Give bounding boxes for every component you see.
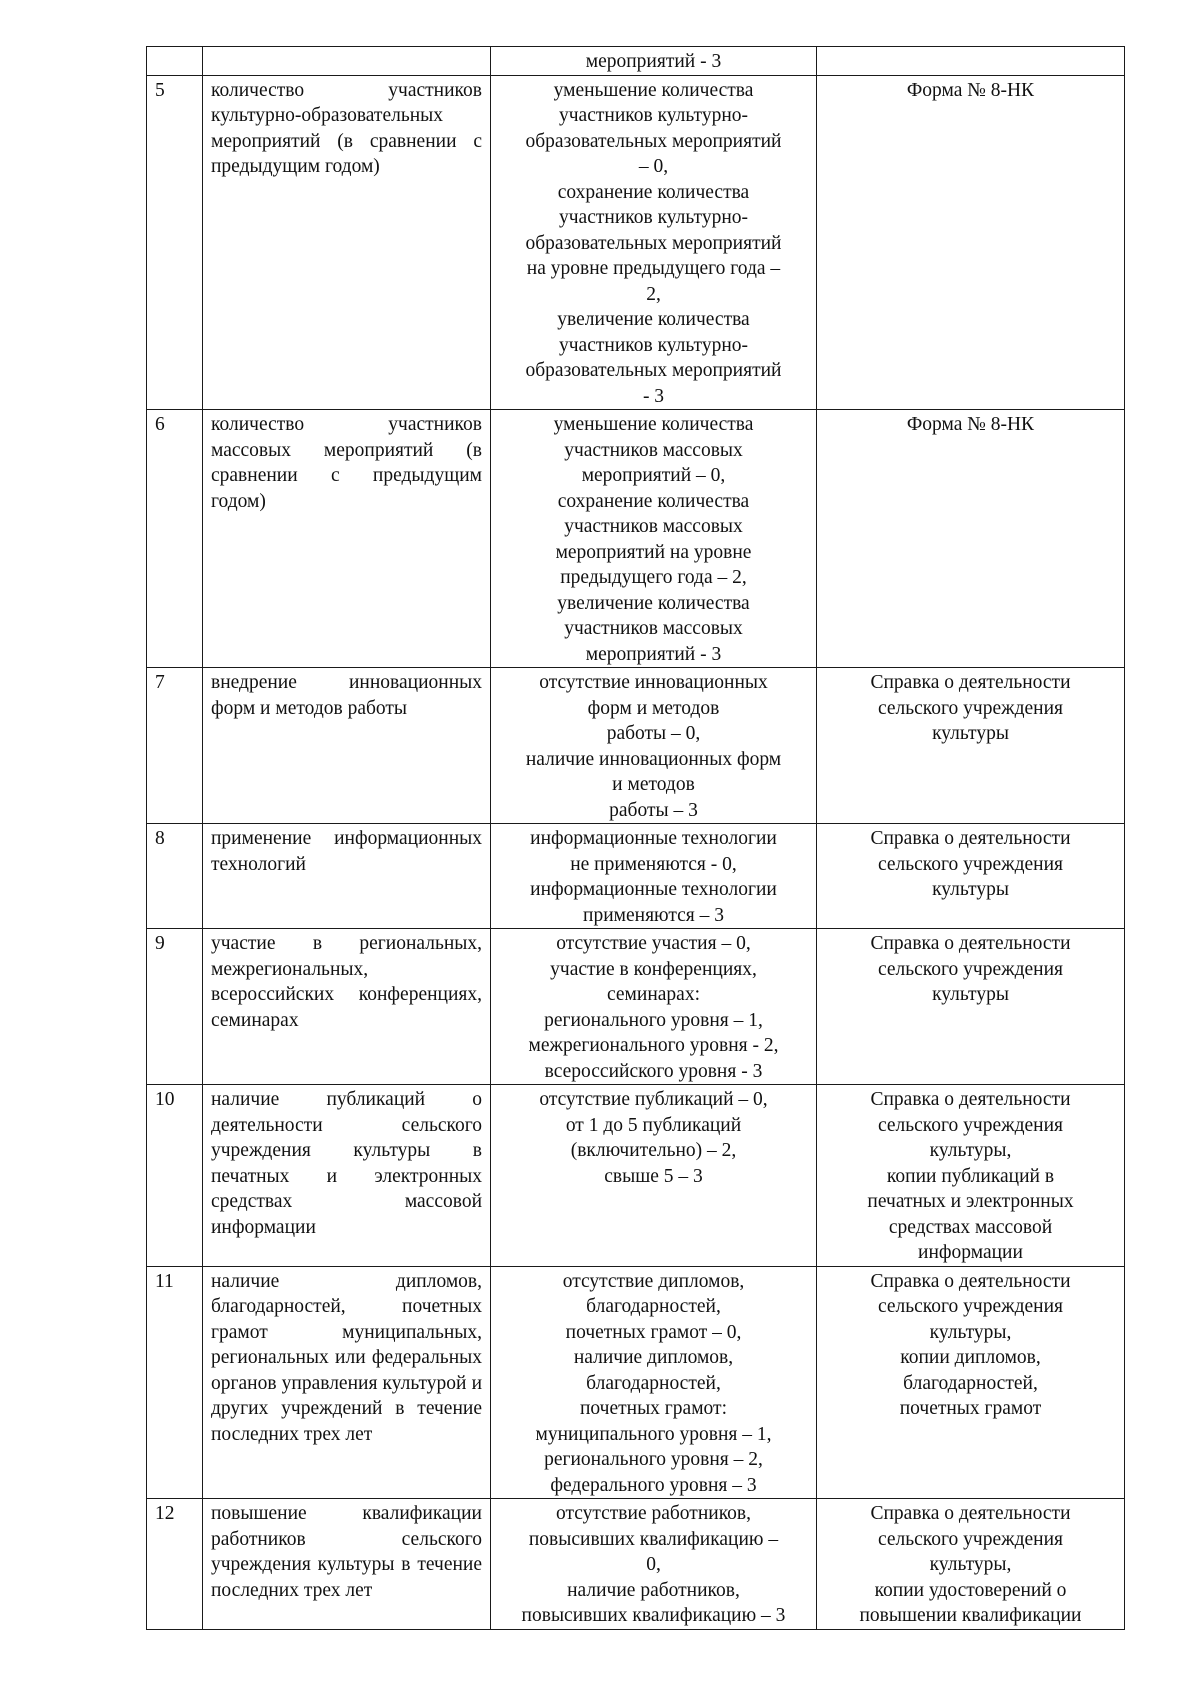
source-document xyxy=(817,824,1125,929)
source-line: культуры, xyxy=(929,1321,1012,1343)
criterion-name xyxy=(203,75,491,410)
score-line: семинарах: xyxy=(607,984,700,1005)
table-row xyxy=(147,47,1125,76)
criterion-name xyxy=(203,1085,491,1267)
table-row xyxy=(147,75,1125,410)
criterion-name-text: наличие дипломов, благодарностей, почетных грамот муниципальных, региональных или федеральных органов управления культурой и других учреждений в течение последних трех лет xyxy=(211,1270,482,1445)
table-row xyxy=(147,929,1125,1085)
source-line: копии публикаций в xyxy=(886,1165,1055,1187)
row-number: 8 xyxy=(147,824,203,929)
criteria-table xyxy=(146,46,1125,1630)
score-scale xyxy=(491,824,817,929)
criterion-name-text: применение информационных технологий xyxy=(211,828,482,875)
row-number: 10 xyxy=(147,1085,203,1267)
score-line: участников массовых xyxy=(564,439,743,461)
score-line: от 1 до 5 публикаций xyxy=(565,1114,742,1136)
score-line: федерального уровня – 3 xyxy=(550,1474,757,1496)
table-row xyxy=(147,410,1125,668)
source-line: Форма № 8-НК xyxy=(906,414,1035,435)
score-line: участников культурно- xyxy=(559,105,748,126)
source-line: Справка о деятельности xyxy=(870,933,1071,954)
row-number: 6 xyxy=(147,410,203,668)
score-line: увеличение количества xyxy=(557,592,750,614)
score-line: (включительно) – 2, xyxy=(570,1140,737,1161)
score-line: мероприятий - 3 xyxy=(585,643,722,665)
score-line: форм и методов xyxy=(587,697,720,719)
row-number: 7 xyxy=(147,668,203,824)
score-line: свыше 5 – 3 xyxy=(604,1165,703,1187)
criterion-name-text: количество участников массовых мероприятий (в сравнении с предыдущим годом) xyxy=(211,414,482,512)
score-scale xyxy=(491,1499,817,1630)
source-line: печатных и электронных xyxy=(867,1191,1074,1212)
score-line: участников культурно- xyxy=(559,334,748,356)
source-line: Форма № 8-НК xyxy=(906,79,1035,101)
source-line: сельского учреждения xyxy=(877,853,1064,875)
source-line: Справка о деятельности xyxy=(870,672,1071,693)
score-line: увеличение количества xyxy=(557,309,750,330)
score-scale xyxy=(491,75,817,410)
score-scale xyxy=(491,1266,817,1499)
score-line: отсутствие участия – 0, xyxy=(556,933,751,954)
source-line: сельского учреждения xyxy=(877,697,1064,719)
score-line: отсутствие работников, xyxy=(555,1503,752,1524)
score-scale xyxy=(491,410,817,668)
score-line: наличие инновационных форм xyxy=(525,748,782,770)
score-line: - 3 xyxy=(642,385,665,407)
score-line: образовательных мероприятий xyxy=(525,130,782,152)
source-document xyxy=(817,1499,1125,1630)
score-line: сохранение количества xyxy=(557,181,750,203)
source-document xyxy=(817,410,1125,668)
score-line: и методов xyxy=(612,774,695,795)
row-number: 11 xyxy=(147,1266,203,1499)
score-scale xyxy=(491,47,817,76)
score-line: информационные технологии xyxy=(530,879,777,900)
score-line: 2, xyxy=(646,283,661,305)
source-line: культуры xyxy=(932,984,1009,1005)
score-line: участие в конференциях, xyxy=(550,958,757,980)
source-line: Справка о деятельности xyxy=(870,1089,1071,1110)
score-line: на уровне предыдущего года – xyxy=(526,258,781,279)
score-line: работы – 3 xyxy=(609,799,698,821)
score-line: образовательных мероприятий xyxy=(525,232,782,254)
source-line: копии удостоверений о xyxy=(874,1579,1067,1601)
table-row xyxy=(147,1266,1125,1499)
score-line: – 0, xyxy=(638,156,669,177)
score-line: наличие дипломов, xyxy=(573,1347,734,1368)
source-document xyxy=(817,75,1125,410)
criterion-name-text: количество участников культурно-образовательных мероприятий (в сравнении с предыдущим годом) xyxy=(211,79,482,177)
criterion-name-text: наличие публикаций о деятельности сельского учреждения культуры в печатных и электронных средствах массовой информации xyxy=(211,1089,482,1238)
source-line: повышении квалификации xyxy=(859,1605,1082,1626)
score-line: отсутствие дипломов, xyxy=(562,1270,745,1292)
table-row xyxy=(147,824,1125,929)
score-line: информационные технологии xyxy=(530,828,777,849)
criteria-table-body xyxy=(147,47,1125,1630)
source-line: Справка о деятельности xyxy=(870,1270,1071,1292)
score-line: уменьшение количества xyxy=(553,79,754,101)
score-line: работы – 0, xyxy=(606,723,701,744)
score-line: участников культурно- xyxy=(559,207,748,228)
criterion-name xyxy=(203,1499,491,1630)
source-line: культуры, xyxy=(929,1554,1012,1575)
table-row xyxy=(147,1085,1125,1267)
score-line: уменьшение количества xyxy=(553,414,754,435)
criterion-name-text: повышение квалификации работников сельского учреждения культуры в течение последних трех лет xyxy=(211,1503,482,1601)
row-number: 9 xyxy=(147,929,203,1085)
criterion-name-text: внедрение инновационных форм и методов работы xyxy=(211,672,482,719)
source-line: сельского учреждения xyxy=(877,1528,1064,1550)
score-line: мероприятий – 0, xyxy=(581,465,726,486)
score-line: благодарностей, xyxy=(586,1296,721,1317)
source-line: сельского учреждения xyxy=(877,1296,1064,1317)
score-line: мероприятий на уровне xyxy=(555,541,752,563)
score-line: участников массовых xyxy=(564,516,743,537)
score-line: 0, xyxy=(646,1554,661,1575)
row-number: 5 xyxy=(147,75,203,410)
score-scale xyxy=(491,668,817,824)
source-document xyxy=(817,1266,1125,1499)
score-line: применяются – 3 xyxy=(583,904,724,926)
criterion-name xyxy=(203,1266,491,1499)
source-line: почетных грамот xyxy=(899,1398,1042,1419)
criterion-name xyxy=(203,47,491,76)
score-line: отсутствие инновационных xyxy=(539,672,768,693)
score-line: мероприятий - 3 xyxy=(585,51,722,72)
source-line: Справка о деятельности xyxy=(870,1503,1071,1524)
score-line: всероссийского уровня - 3 xyxy=(544,1060,763,1082)
row-number: 12 xyxy=(147,1499,203,1630)
criterion-name xyxy=(203,410,491,668)
source-line: сельского учреждения xyxy=(877,1114,1064,1136)
source-document xyxy=(817,47,1125,76)
score-line: муниципального уровня – 1, xyxy=(535,1423,772,1445)
table-row xyxy=(147,668,1125,824)
score-line: регионального уровня – 1, xyxy=(544,1009,763,1031)
source-line: культуры, xyxy=(929,1140,1012,1161)
score-line: отсутствие публикаций – 0, xyxy=(539,1089,768,1110)
score-line: образовательных мероприятий xyxy=(525,360,782,381)
score-line: регионального уровня – 2, xyxy=(544,1449,763,1470)
source-document xyxy=(817,1085,1125,1267)
score-line: благодарностей, xyxy=(586,1372,721,1394)
score-line: почетных грамот: xyxy=(579,1398,727,1419)
score-line: участников массовых xyxy=(564,618,743,639)
score-line: не применяются - 0, xyxy=(570,853,737,875)
source-line: культуры xyxy=(932,723,1009,744)
source-line: Справка о деятельности xyxy=(870,828,1071,849)
criterion-name xyxy=(203,824,491,929)
score-line: повысивших квалификацию – 3 xyxy=(521,1605,786,1626)
source-line: культуры xyxy=(932,879,1009,900)
score-line: сохранение количества xyxy=(557,490,750,512)
row-number xyxy=(147,47,203,76)
source-document xyxy=(817,668,1125,824)
criterion-name xyxy=(203,929,491,1085)
source-document xyxy=(817,929,1125,1085)
source-line: благодарностей, xyxy=(903,1372,1038,1394)
score-line: предыдущего года – 2, xyxy=(560,567,747,588)
source-line: сельского учреждения xyxy=(877,958,1064,980)
score-line: межрегионального уровня - 2, xyxy=(528,1035,779,1056)
criterion-name xyxy=(203,668,491,824)
table-row xyxy=(147,1499,1125,1630)
source-line: копии дипломов, xyxy=(900,1347,1041,1368)
score-line: повысивших квалификацию – xyxy=(528,1528,779,1550)
score-scale xyxy=(491,1085,817,1267)
score-scale xyxy=(491,929,817,1085)
source-line: средствах массовой xyxy=(888,1216,1053,1238)
score-line: наличие работников, xyxy=(567,1579,740,1601)
score-line: почетных грамот – 0, xyxy=(565,1321,742,1343)
criterion-name-text: участие в региональных, межрегиональных, всероссийских конференциях, семинарах xyxy=(211,933,482,1031)
source-line: информации xyxy=(918,1242,1023,1263)
